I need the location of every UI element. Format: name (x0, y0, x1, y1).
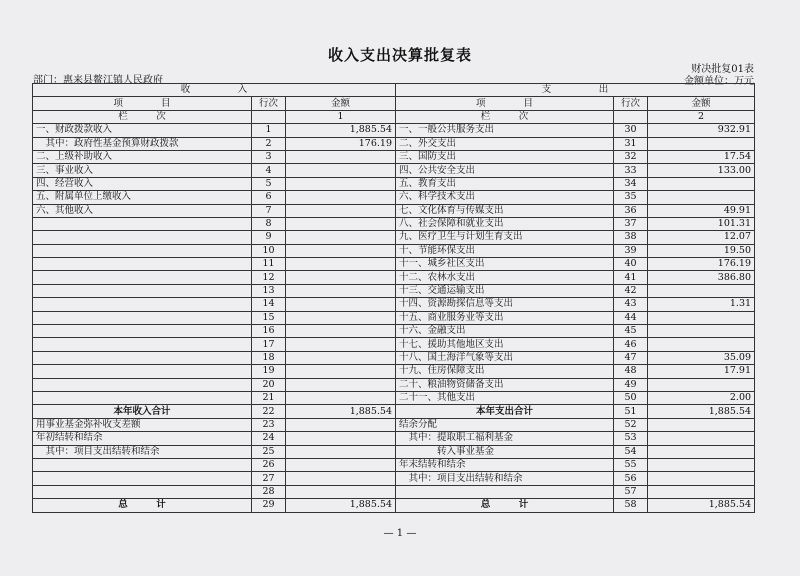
expense-item-cell (396, 485, 614, 498)
expense-row-no-cell: 32 (614, 150, 648, 163)
expense-amount-cell (648, 458, 755, 471)
report-title: 收入支出决算批复表 (327, 46, 472, 64)
income-amount-cell: 1,885.54 (286, 499, 396, 512)
income-item-cell (33, 458, 252, 471)
expense-amount-cell (648, 311, 755, 324)
form-code: 财决批复01表 (691, 64, 754, 75)
expense-row-no-cell: 49 (614, 378, 648, 391)
section-header-row (33, 84, 755, 97)
income-amount-cell (286, 418, 396, 431)
income-amount-cell (286, 271, 396, 284)
income-item-cell: 年初结转和结余 (33, 432, 252, 445)
income-column-index: 1 (286, 110, 396, 123)
page-number: — 1 — (383, 528, 417, 539)
income-row-no-cell: 2 (252, 137, 286, 150)
income-row-no-cell: 22 (252, 405, 286, 418)
income-column-no-blank (252, 110, 286, 123)
table-row (33, 351, 755, 364)
expense-item-cell: 五、教育支出 (396, 177, 614, 190)
expense-amount-cell: 17.91 (648, 365, 755, 378)
income-row-no-cell: 29 (252, 499, 286, 512)
expense-row-no-cell: 36 (614, 204, 648, 217)
amount-unit: 金额单位：万元 (684, 76, 754, 87)
income-amount-cell (286, 485, 396, 498)
income-item-cell (33, 485, 252, 498)
income-amount-cell (286, 204, 396, 217)
income-row-no-cell: 15 (252, 311, 286, 324)
table-row (33, 231, 755, 244)
income-item-cell: 总 计 (33, 499, 252, 512)
expense-item-cell: 年末结转和结余 (396, 458, 614, 471)
income-item-cell: 五、附属单位上缴收入 (33, 191, 252, 204)
table-row (33, 391, 755, 404)
income-section-header: 收 入 (33, 84, 396, 97)
expense-amount-cell: 49.91 (648, 204, 755, 217)
income-item-cell (33, 351, 252, 364)
income-item-cell: 其中：项目支出结转和结余 (33, 445, 252, 458)
income-item-cell: 三、事业收入 (33, 164, 252, 177)
income-amount-cell (286, 391, 396, 404)
expense-item-cell: 八、社会保障和就业支出 (396, 217, 614, 230)
income-amount-cell (286, 472, 396, 485)
income-row-no-cell: 12 (252, 271, 286, 284)
column-header-row (33, 97, 755, 110)
expense-item-cell: 十三、交通运输支出 (396, 284, 614, 297)
expense-amount-cell (648, 418, 755, 431)
expense-row-no-cell: 47 (614, 351, 648, 364)
income-item-cell (33, 365, 252, 378)
expense-column-index: 2 (648, 110, 755, 123)
income-amount-cell (286, 338, 396, 351)
expense-amount-cell (648, 137, 755, 150)
income-amount-cell (286, 351, 396, 364)
table-row (33, 325, 755, 338)
expense-row-no-cell: 38 (614, 231, 648, 244)
expense-amount-cell (648, 191, 755, 204)
income-amount-cell: 1,885.54 (286, 124, 396, 137)
expense-item-cell: 十八、国土海洋气象等支出 (396, 351, 614, 364)
expense-amount-cell: 1,885.54 (648, 405, 755, 418)
expense-amount-cell: 2.00 (648, 391, 755, 404)
income-item-cell (33, 472, 252, 485)
income-item-cell: 六、其他收入 (33, 204, 252, 217)
income-amount-cell (286, 365, 396, 378)
expense-amount-cell (648, 177, 755, 190)
income-amount-cell: 176.19 (286, 137, 396, 150)
expense-row-no-cell: 34 (614, 177, 648, 190)
table-row (33, 298, 755, 311)
table-row (33, 258, 755, 271)
income-row-no-cell: 11 (252, 258, 286, 271)
expense-item-cell: 七、文化体育与传媒支出 (396, 204, 614, 217)
expense-item-header: 项 目 (396, 97, 614, 110)
expense-amount-cell: 12.07 (648, 231, 755, 244)
income-amount-cell (286, 311, 396, 324)
expense-item-cell: 总 计 (396, 499, 614, 512)
table-row (33, 284, 755, 297)
table-row (33, 137, 755, 150)
expense-item-cell: 结余分配 (396, 418, 614, 431)
expense-item-cell: 十六、金融支出 (396, 325, 614, 338)
income-row-no-cell: 1 (252, 124, 286, 137)
expense-row-no-cell: 35 (614, 191, 648, 204)
expense-item-cell: 转入事业基金 (396, 445, 614, 458)
expense-item-cell: 十七、援助其他地区支出 (396, 338, 614, 351)
income-row-no-cell: 8 (252, 217, 286, 230)
income-row-no-cell: 19 (252, 365, 286, 378)
expense-amount-cell: 101.31 (648, 217, 755, 230)
expense-amount-cell: 176.19 (648, 258, 755, 271)
expense-row-no-cell: 41 (614, 271, 648, 284)
expense-amount-cell: 932.91 (648, 124, 755, 137)
income-item-cell (33, 217, 252, 230)
expense-row-no-cell: 42 (614, 284, 648, 297)
income-item-cell: 本年收入合计 (33, 405, 252, 418)
expense-row-no-cell: 52 (614, 418, 648, 431)
income-item-header: 项 目 (33, 97, 252, 110)
expense-amount-cell (648, 284, 755, 297)
income-item-cell: 四、经营收入 (33, 177, 252, 190)
expense-amount-cell (648, 472, 755, 485)
expense-item-cell: 二十一、其他支出 (396, 391, 614, 404)
income-amount-cell (286, 150, 396, 163)
income-row-no-cell: 6 (252, 191, 286, 204)
budget-table (32, 83, 755, 513)
income-item-cell: 用事业基金弥补收支差额 (33, 418, 252, 431)
expense-row-no-cell: 51 (614, 405, 648, 418)
expense-item-cell: 十五、商业服务业等支出 (396, 311, 614, 324)
expense-row-no-cell: 46 (614, 338, 648, 351)
income-item-cell (33, 231, 252, 244)
income-row-no-header: 行次 (252, 97, 286, 110)
income-row-no-cell: 4 (252, 164, 286, 177)
income-row-no-cell: 7 (252, 204, 286, 217)
expense-item-cell: 其中：提取职工福利基金 (396, 432, 614, 445)
expense-row-no-cell: 57 (614, 485, 648, 498)
income-row-no-cell: 26 (252, 458, 286, 471)
income-item-cell (33, 338, 252, 351)
expense-amount-cell: 1.31 (648, 298, 755, 311)
income-item-cell (33, 325, 252, 338)
expense-row-no-cell: 54 (614, 445, 648, 458)
income-item-cell (33, 271, 252, 284)
expense-row-no-cell: 37 (614, 217, 648, 230)
table-row (33, 472, 755, 485)
income-row-no-cell: 21 (252, 391, 286, 404)
table-row (33, 244, 755, 257)
income-item-cell (33, 244, 252, 257)
income-item-cell (33, 378, 252, 391)
income-row-no-cell: 13 (252, 284, 286, 297)
table-row (33, 485, 755, 498)
expense-amount-cell: 17.54 (648, 150, 755, 163)
expense-row-no-cell: 45 (614, 325, 648, 338)
table-row (33, 217, 755, 230)
income-item-cell (33, 284, 252, 297)
expense-row-no-cell: 56 (614, 472, 648, 485)
table-row (33, 177, 755, 190)
income-amount-cell (286, 325, 396, 338)
expense-amount-cell: 133.00 (648, 164, 755, 177)
expense-item-cell: 其中：项目支出结转和结余 (396, 472, 614, 485)
income-row-no-cell: 25 (252, 445, 286, 458)
table-row (33, 124, 755, 137)
income-column-label: 栏 次 (33, 110, 252, 123)
income-amount-cell (286, 217, 396, 230)
income-item-cell: 二、上级补助收入 (33, 150, 252, 163)
income-amount-cell (286, 231, 396, 244)
table-row (33, 338, 755, 351)
expense-item-cell: 二十、粮油物资储备支出 (396, 378, 614, 391)
expense-row-no-cell: 53 (614, 432, 648, 445)
expense-row-no-cell: 33 (614, 164, 648, 177)
income-amount-cell (286, 298, 396, 311)
income-item-cell (33, 391, 252, 404)
expense-item-cell: 十四、资源勘探信息等支出 (396, 298, 614, 311)
table-row (33, 271, 755, 284)
table-row (33, 365, 755, 378)
income-amount-cell (286, 445, 396, 458)
table-row (33, 150, 755, 163)
expense-row-no-cell: 39 (614, 244, 648, 257)
expense-amount-header: 金额 (648, 97, 755, 110)
income-row-no-cell: 23 (252, 418, 286, 431)
income-amount-cell (286, 177, 396, 190)
table-body (33, 124, 755, 512)
expense-item-cell: 三、国防支出 (396, 150, 614, 163)
income-row-no-cell: 16 (252, 325, 286, 338)
expense-row-no-cell: 44 (614, 311, 648, 324)
expense-amount-cell (648, 338, 755, 351)
expense-row-no-cell: 30 (614, 124, 648, 137)
table-row (33, 204, 755, 217)
expense-row-no-cell: 55 (614, 458, 648, 471)
expense-item-cell: 六、科学技术支出 (396, 191, 614, 204)
income-amount-header: 金额 (286, 97, 396, 110)
income-row-no-cell: 3 (252, 150, 286, 163)
expense-item-cell: 一、一般公共服务支出 (396, 124, 614, 137)
expense-item-cell: 十九、住房保障支出 (396, 365, 614, 378)
expense-item-cell: 九、医疗卫生与计划生育支出 (396, 231, 614, 244)
income-item-cell (33, 298, 252, 311)
expense-row-no-cell: 50 (614, 391, 648, 404)
income-amount-cell (286, 244, 396, 257)
expense-amount-cell (648, 378, 755, 391)
table-row (33, 311, 755, 324)
table-row (33, 418, 755, 431)
table-row (33, 432, 755, 445)
expense-amount-cell (648, 432, 755, 445)
income-amount-cell (286, 432, 396, 445)
expense-amount-cell (648, 445, 755, 458)
income-amount-cell (286, 164, 396, 177)
expense-item-cell: 本年支出合计 (396, 405, 614, 418)
income-row-no-cell: 9 (252, 231, 286, 244)
table-row (33, 378, 755, 391)
income-amount-cell (286, 191, 396, 204)
income-row-no-cell: 17 (252, 338, 286, 351)
table-row (33, 499, 755, 512)
income-row-no-cell: 27 (252, 472, 286, 485)
table-row (33, 191, 755, 204)
expense-column-label: 栏 次 (396, 110, 614, 123)
expense-row-no-cell: 31 (614, 137, 648, 150)
income-row-no-cell: 5 (252, 177, 286, 190)
expense-item-cell: 十、节能环保支出 (396, 244, 614, 257)
table-row (33, 164, 755, 177)
income-amount-cell (286, 378, 396, 391)
department-label: 部门：惠来县鳌江镇人民政府 (33, 75, 163, 86)
expense-row-no-cell: 43 (614, 298, 648, 311)
expense-section-header: 支 出 (396, 84, 755, 97)
expense-amount-cell: 19.50 (648, 244, 755, 257)
income-row-no-cell: 18 (252, 351, 286, 364)
expense-amount-cell: 35.09 (648, 351, 755, 364)
column-index-row (33, 110, 755, 123)
expense-item-cell: 四、公共安全支出 (396, 164, 614, 177)
expense-item-cell: 二、外交支出 (396, 137, 614, 150)
table-row (33, 458, 755, 471)
income-row-no-cell: 10 (252, 244, 286, 257)
expense-item-cell: 十二、农林水支出 (396, 271, 614, 284)
expense-row-no-cell: 58 (614, 499, 648, 512)
income-row-no-cell: 14 (252, 298, 286, 311)
expense-column-no-blank (614, 110, 648, 123)
income-row-no-cell: 24 (252, 432, 286, 445)
expense-amount-cell: 386.80 (648, 271, 755, 284)
expense-amount-cell (648, 485, 755, 498)
income-item-cell (33, 311, 252, 324)
income-item-cell: 一、财政拨款收入 (33, 124, 252, 137)
expense-item-cell: 十一、城乡社区支出 (396, 258, 614, 271)
income-row-no-cell: 20 (252, 378, 286, 391)
expense-row-no-header: 行次 (614, 97, 648, 110)
expense-row-no-cell: 40 (614, 258, 648, 271)
income-row-no-cell: 28 (252, 485, 286, 498)
table-row (33, 405, 755, 418)
table-row (33, 445, 755, 458)
income-amount-cell (286, 258, 396, 271)
expense-amount-cell: 1,885.54 (648, 499, 755, 512)
expense-row-no-cell: 48 (614, 365, 648, 378)
expense-amount-cell (648, 325, 755, 338)
income-amount-cell: 1,885.54 (286, 405, 396, 418)
income-item-cell (33, 258, 252, 271)
income-item-cell: 其中：政府性基金预算财政拨款 (33, 137, 252, 150)
income-amount-cell (286, 284, 396, 297)
income-amount-cell (286, 458, 396, 471)
